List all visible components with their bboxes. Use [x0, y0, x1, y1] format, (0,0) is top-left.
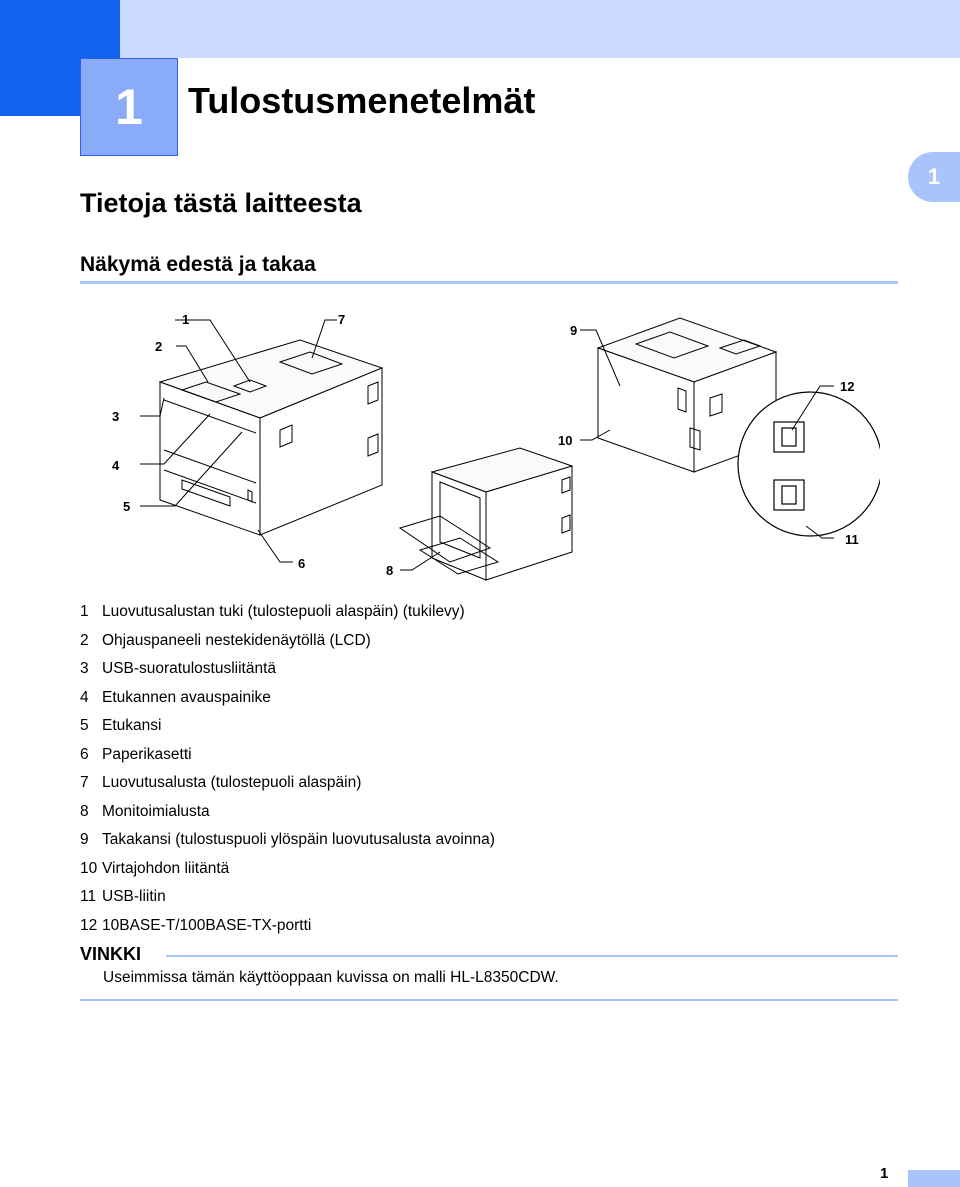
callout-4: 4	[112, 458, 120, 473]
callout-11: 11	[845, 532, 859, 547]
legend-text: Paperikasetti	[102, 745, 192, 763]
legend-text: Etukannen avauspainike	[102, 688, 271, 706]
open-tray-printer	[400, 448, 572, 580]
legend-text: USB-liitin	[102, 888, 166, 906]
callout-2: 2	[155, 339, 163, 354]
printer-illustration	[80, 290, 880, 590]
legend-number: 4	[80, 688, 89, 706]
legend-item	[80, 769, 495, 798]
port-detail-circle	[738, 392, 880, 536]
note-label: VINKKI	[80, 944, 142, 964]
callout-10: 10	[558, 433, 573, 448]
legend-item	[80, 627, 495, 656]
note-text: Useimmissa tämän käyttöoppaan kuvissa on malli HL-L8350CDW.	[103, 969, 559, 986]
callout-5: 5	[123, 499, 131, 514]
legend-number: 5	[80, 717, 89, 735]
section-title: Tietoja tästä laitteesta	[80, 188, 362, 218]
legend-number: 1	[80, 603, 89, 621]
note-bottom-rule	[80, 999, 898, 1001]
legend-item	[80, 741, 495, 770]
callout-8: 8	[386, 563, 394, 578]
legend-number: 8	[80, 802, 89, 820]
legend-number: 7	[80, 774, 89, 792]
legend-item	[80, 798, 495, 827]
legend-number: 2	[80, 631, 89, 649]
legend-number: 9	[80, 831, 89, 849]
note-rule	[166, 955, 898, 957]
legend-number: 11	[80, 888, 97, 906]
legend-item	[80, 684, 495, 713]
front-printer	[160, 340, 382, 535]
legend-number: 3	[80, 660, 89, 678]
page-number-bar	[908, 1170, 960, 1187]
subsection-title: Näkymä edestä ja takaa	[80, 253, 316, 276]
chapter-side-tab: 1	[908, 152, 960, 202]
legend-item	[80, 826, 495, 855]
subsection-rule	[80, 281, 898, 284]
legend-number: 10	[80, 859, 98, 877]
legend-text: Takakansi (tulostuspuoli ylöspäin luovutusalusta avoinna)	[102, 831, 495, 849]
legend-text: Monitoimialusta	[102, 802, 210, 820]
legend-item	[80, 598, 495, 627]
legend-text: Virtajohdon liitäntä	[102, 859, 230, 877]
legend-list	[80, 598, 495, 940]
legend-item	[80, 655, 495, 684]
callout-12: 12	[840, 379, 855, 394]
legend-text: Luovutusalusta (tulostepuoli alaspäin)	[102, 774, 362, 792]
legend-text: Luovutusalustan tuki (tulostepuoli alaspäin) (tukilevy)	[102, 603, 465, 621]
chapter-title: Tulostusmenetelmät	[188, 80, 536, 121]
legend-item	[80, 883, 495, 912]
chapter-number-box: 1	[80, 58, 178, 156]
header-light-band	[120, 0, 960, 58]
legend-item	[80, 855, 495, 884]
legend-text: Ohjauspaneeli nestekidenäytöllä (LCD)	[102, 631, 371, 649]
callout-3: 3	[112, 409, 120, 424]
legend-number: 12	[80, 916, 98, 934]
legend-item	[80, 712, 495, 741]
legend-text: USB-suoratulostusliitäntä	[102, 660, 277, 678]
legend-item	[80, 912, 495, 941]
legend-text: Etukansi	[102, 717, 162, 735]
legend-number: 6	[80, 745, 89, 763]
callout-7: 7	[338, 312, 346, 327]
callout-9: 9	[570, 323, 578, 338]
legend-text: 10BASE-T/100BASE-TX-portti	[102, 916, 312, 934]
callout-1: 1	[182, 312, 190, 327]
callout-6: 6	[298, 556, 306, 571]
page-number: 1	[880, 1165, 889, 1182]
